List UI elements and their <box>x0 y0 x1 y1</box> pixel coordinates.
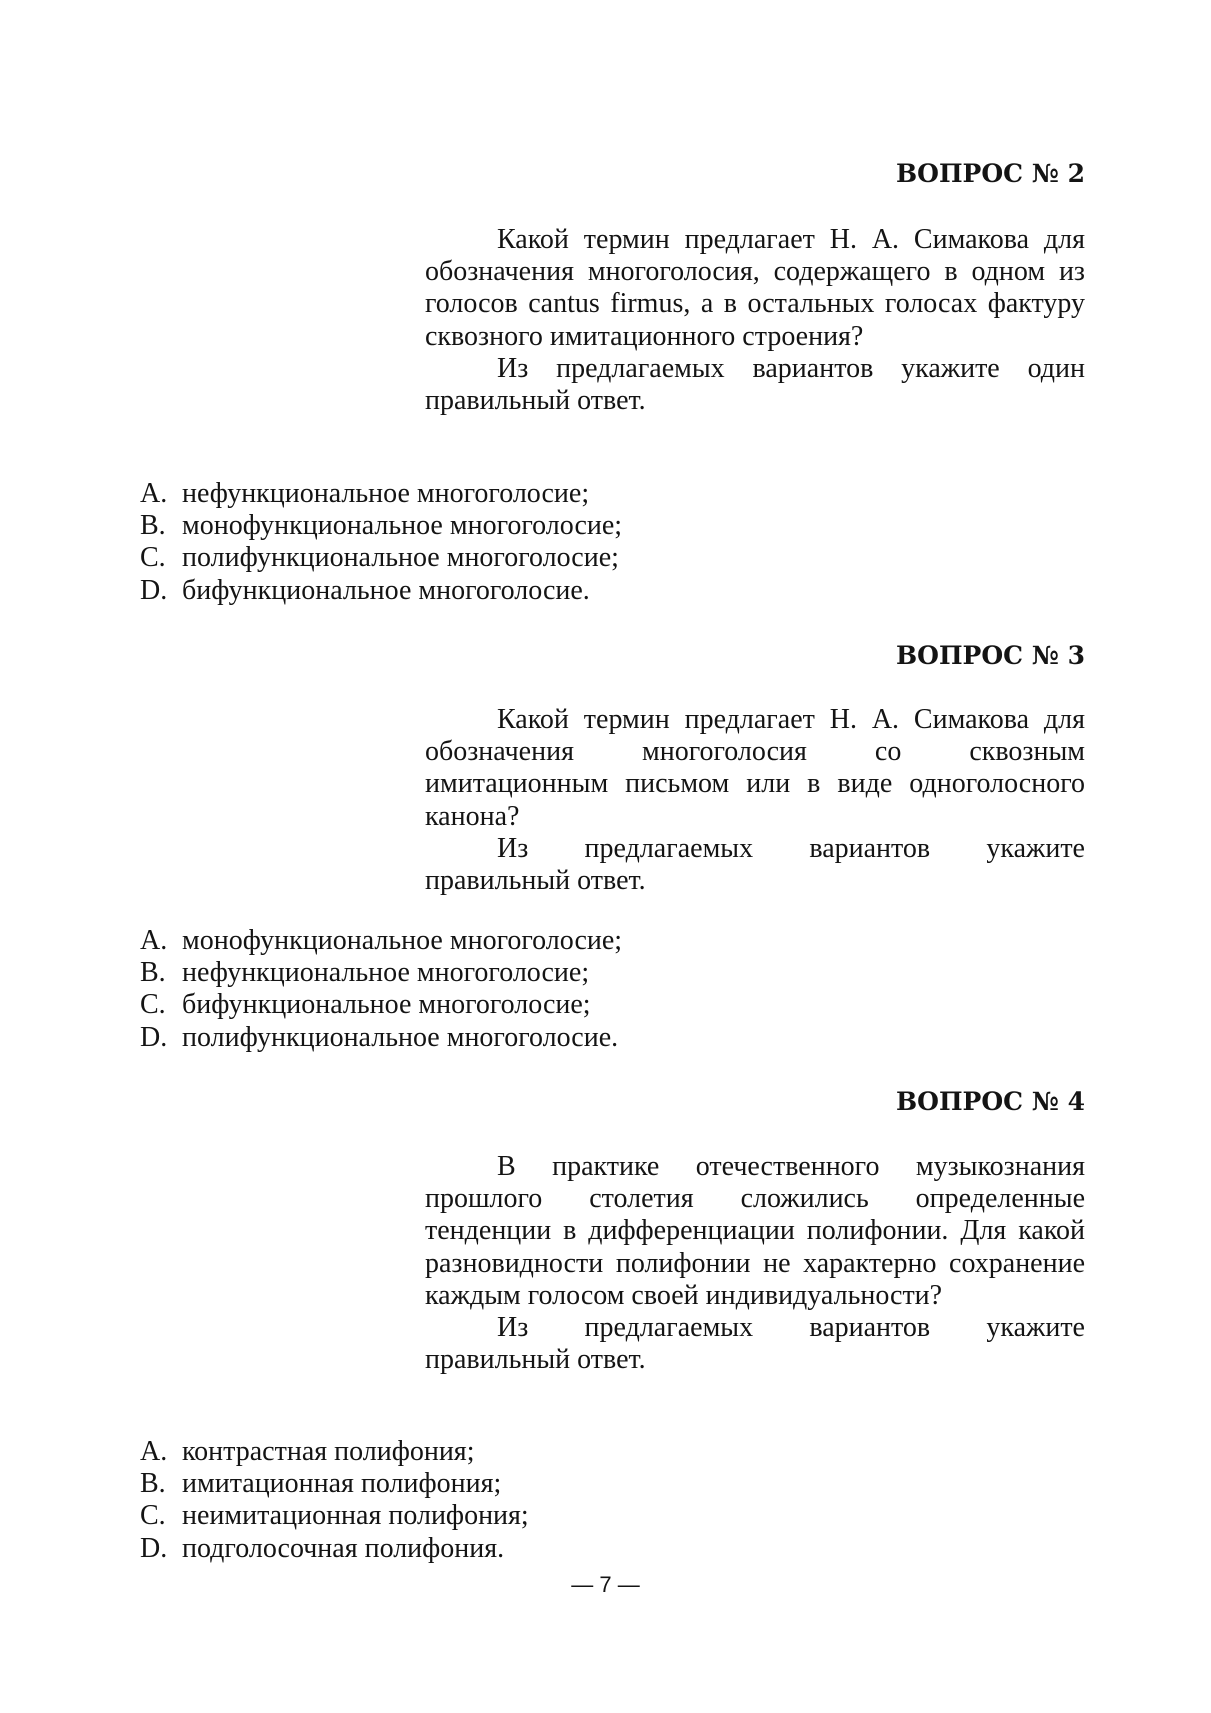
option-text: бифункциональное многоголосие; <box>182 989 591 1021</box>
option-text: неимитационная полифония; <box>182 1500 529 1532</box>
question-4-paragraph-2: Из предлагаемых вариантов укажите правильный ответ. <box>425 1312 1085 1376</box>
option-text: бифункциональное многоголосие. <box>182 574 590 606</box>
option-b <box>140 510 622 542</box>
question-3-options <box>140 925 622 1054</box>
option-text: контрастная полифония; <box>182 1436 475 1467</box>
option-letter: D. <box>140 574 168 606</box>
question-3-heading: ВОПРОС № 3 <box>896 641 1085 670</box>
option-letter: A. <box>140 925 168 956</box>
option-text: полифункциональное многоголосие; <box>182 542 619 574</box>
question-3-paragraph-1: Какой термин предлагает Н. А. Симакова для обозначения многоголосия со сквозным имитационным письмом или в виде одноголосного канона? <box>425 704 1085 832</box>
option-b <box>140 1468 529 1500</box>
option-letter: C. <box>140 989 166 1021</box>
option-letter: B. <box>140 1468 166 1500</box>
question-4-text <box>425 1151 1085 1376</box>
option-d <box>140 1533 529 1565</box>
question-2-paragraph-1: Какой термин предлагает Н. А. Симакова для обозначения многоголосия, содержащего в одном из голосов cantus firmus, а в остальных голосах фактуру сквозного имитационного строения? <box>425 224 1085 352</box>
option-text: нефункциональное многоголосие; <box>182 957 590 989</box>
question-2-paragraph-2: Из предлагаемых вариантов укажите один правильный ответ. <box>425 352 1085 417</box>
question-2-text <box>425 224 1085 417</box>
option-letter: C. <box>140 542 166 574</box>
option-letter: B. <box>140 957 166 989</box>
option-letter: A. <box>140 478 168 509</box>
option-a <box>140 478 622 510</box>
option-b <box>140 957 622 989</box>
option-c <box>140 542 622 574</box>
question-2-options <box>140 478 622 607</box>
question-4-options <box>140 1436 529 1565</box>
option-text: монофункциональное многоголосие; <box>182 925 623 956</box>
question-4-heading: ВОПРОС № 4 <box>896 1087 1085 1116</box>
option-d <box>140 1022 622 1054</box>
option-d <box>140 575 622 607</box>
option-a <box>140 925 622 957</box>
option-text: монофункциональное многоголосие; <box>182 510 623 542</box>
option-text: полифункциональное многоголосие. <box>182 1021 619 1053</box>
option-letter: C. <box>140 1500 166 1532</box>
option-text: нефункциональное многоголосие; <box>182 478 590 509</box>
question-3-text <box>425 704 1085 897</box>
option-c <box>140 1500 529 1532</box>
option-text: подголосочная полифония. <box>182 1532 505 1564</box>
option-letter: D. <box>140 1532 168 1564</box>
option-letter: D. <box>140 1021 168 1053</box>
option-letter: B. <box>140 510 166 542</box>
option-a <box>140 1436 529 1468</box>
question-2-heading: ВОПРОС № 2 <box>896 159 1085 188</box>
option-text: имитационная полифония; <box>182 1468 502 1500</box>
question-4-paragraph-1: В практике отечественного музыкознания прошлого столетия сложились определенные тенденции в дифференциации полифонии. Для какой разновидности полифонии не характерно сохранение каждым голосом своей индивидуальности? <box>425 1151 1085 1311</box>
option-c <box>140 989 622 1021</box>
option-letter: A. <box>140 1436 168 1467</box>
page-number: — 7 — <box>571 1572 640 1597</box>
question-3-paragraph-2: Из предлагаемых вариантов укажите правильный ответ. <box>425 832 1085 897</box>
